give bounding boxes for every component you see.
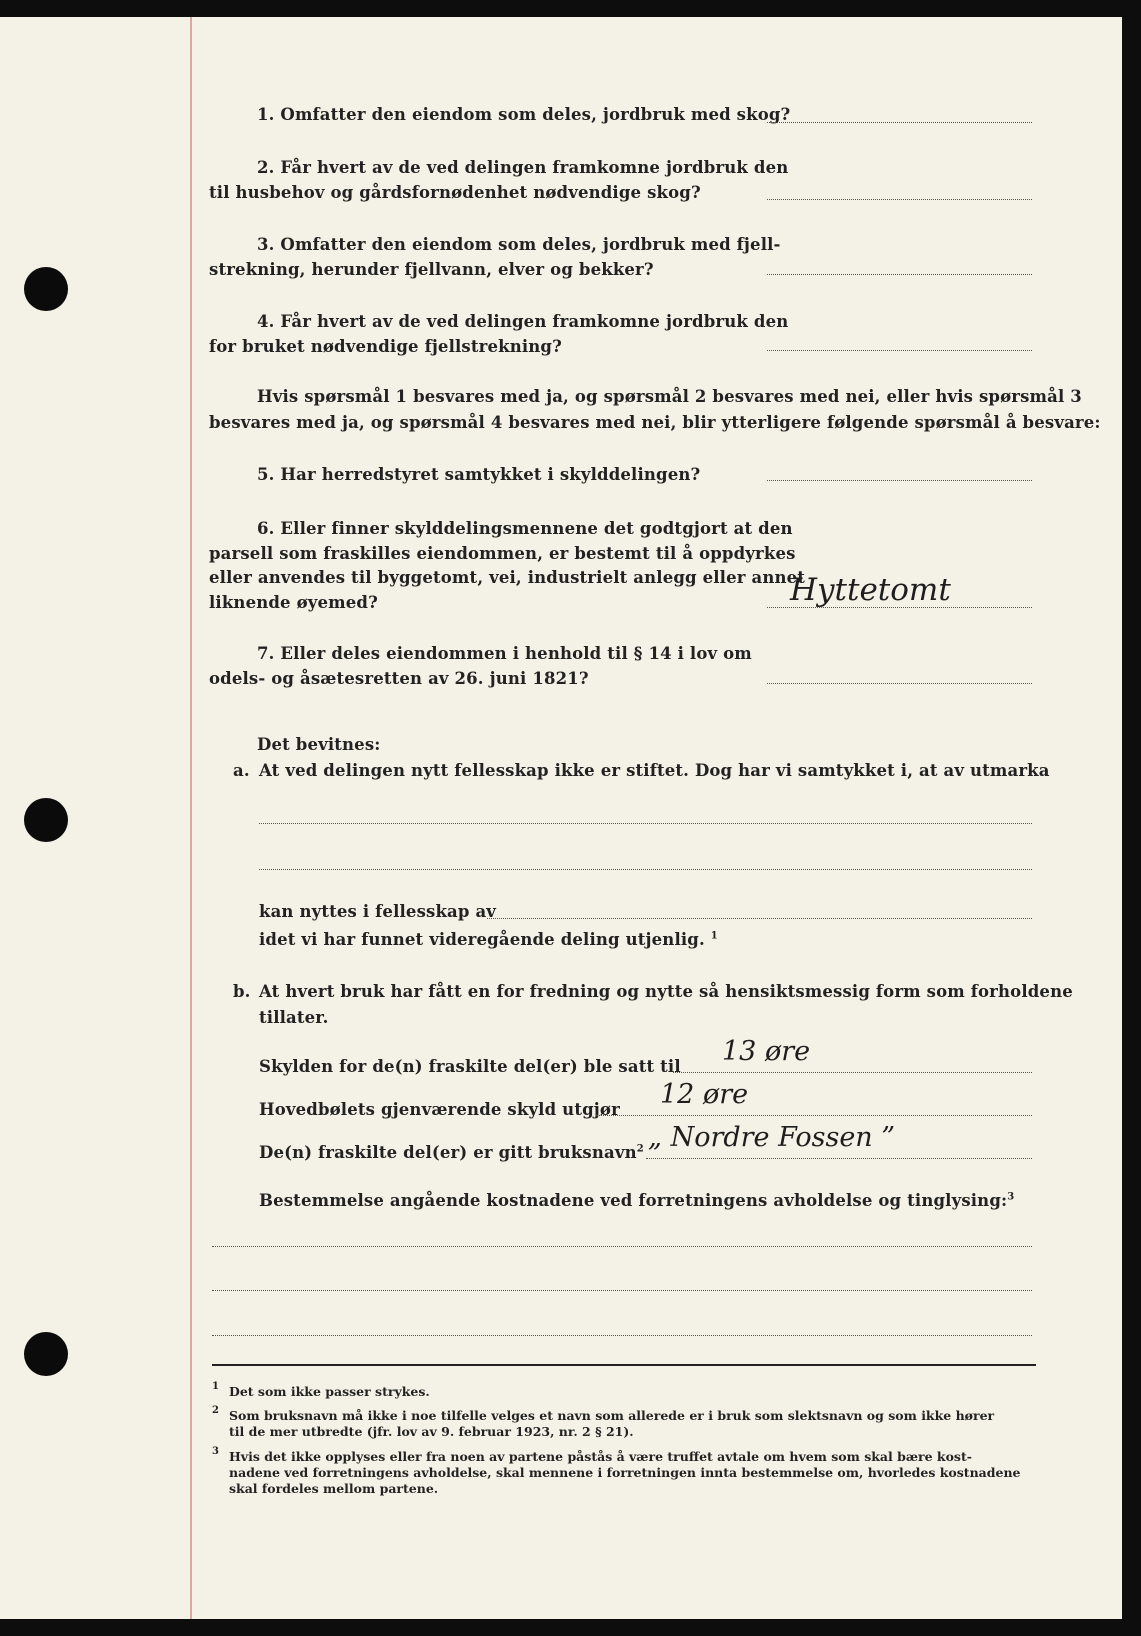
skyld-field[interactable] — [673, 1072, 1032, 1073]
handwritten-answer-6: Hyttetomt — [790, 572, 951, 608]
item-b-line-1: At hvert bruk har fått en for fredning og nytte så hensiktsmessig form som forholdene — [259, 982, 1073, 1001]
answer-field-4[interactable] — [767, 350, 1032, 351]
shared-use-field[interactable] — [487, 918, 1032, 919]
item-b-marker: b. — [233, 982, 251, 1001]
kostnader-field-3[interactable] — [212, 1335, 1032, 1336]
question-2-line-2: til husbehov og gårdsfornødenhet nødvendige skog? — [209, 183, 701, 202]
footnote-2-line-1: Som bruksnavn må ikke i noe tilfelle velges et navn som allerede er i bruk som slektsnavn og som ikke hører — [229, 1408, 995, 1423]
answer-field-5[interactable] — [767, 480, 1032, 481]
question-4-line-1: 4. Får hvert av de ved delingen framkomne jordbruk den — [257, 312, 789, 331]
question-3-line-2: strekning, herunder fjellvann, elver og bekker? — [209, 260, 654, 279]
question-6-line-2: parsell som fraskilles eiendommen, er bestemt til å oppdyrkes — [209, 544, 796, 563]
kostnader-label: Bestemmelse angående kostnadene ved forretningens avholdelse og tinglysing:$^3$ — [259, 1191, 1015, 1210]
condition-line-1: Hvis spørsmål 1 besvares med ja, og spørsmål 2 besvares med nei, eller hvis spørsmål 3 — [257, 387, 1082, 406]
bruksnavn-value: „ Nordre Fossen ” — [648, 1122, 896, 1153]
footnote-rule — [212, 1364, 1036, 1366]
question-2-line-1: 2. Får hvert av de ved delingen framkomne jordbruk den — [257, 158, 789, 177]
punch-hole — [24, 267, 68, 311]
item-a-line-1: At ved delingen nytt fellesskap ikke er stiftet. Dog har vi samtykket i, at av utmarka — [259, 761, 1050, 780]
utmark-field-1[interactable] — [259, 823, 1032, 824]
item-a-marker: a. — [233, 761, 250, 780]
question-7-line-1: 7. Eller deles eiendommen i henhold til § 14 i lov om — [257, 644, 752, 663]
hovedbol-label: Hovedbølets gjenværende skyld utgjør — [259, 1100, 620, 1119]
footnote-1-mark: 1 — [212, 1381, 219, 1392]
footnote-1: Det som ikke passer strykes. — [229, 1384, 430, 1399]
item-a-reason: idet vi har funnet videregående deling utjenlig. $^1$ — [259, 930, 718, 949]
answer-field-1[interactable] — [767, 122, 1032, 123]
footnote-2-line-2: til de mer utbredte (jfr. lov av 9. februar 1923, nr. 2 § 21). — [229, 1424, 634, 1439]
attest-heading: Det bevitnes: — [257, 735, 381, 754]
bruksnavn-field[interactable] — [646, 1158, 1032, 1159]
kostnader-field-1[interactable] — [212, 1246, 1032, 1247]
form-page — [0, 17, 1122, 1619]
shared-use-label: kan nyttes i fellesskap av — [259, 902, 497, 921]
question-6-line-4: liknende øyemed? — [209, 593, 378, 612]
condition-line-2: besvares med ja, og spørsmål 4 besvares med nei, blir ytterligere følgende spørsmål å besvare: — [209, 413, 1101, 432]
bruksnavn-label: De(n) fraskilte del(er) er gitt bruksnavn$^2$ — [259, 1143, 644, 1162]
question-4-line-2: for bruket nødvendige fjellstrekning? — [209, 337, 562, 356]
hovedbol-field[interactable] — [596, 1115, 1032, 1116]
skyld-value: 13 øre — [722, 1036, 811, 1067]
kostnader-field-2[interactable] — [212, 1290, 1032, 1291]
punch-hole — [24, 798, 68, 842]
question-7-line-2: odels- og åsætesretten av 26. juni 1821? — [209, 669, 589, 688]
question-3-line-1: 3. Omfatter den eiendom som deles, jordbruk med fjell- — [257, 235, 781, 254]
answer-field-2[interactable] — [767, 199, 1032, 200]
footnote-3-line-1: Hvis det ikke opplyses eller fra noen av partene påstås å være truffet avtale om hvem som skal bære kost- — [229, 1449, 972, 1464]
question-6-line-3: eller anvendes til byggetomt, vei, industrielt anlegg eller annet — [209, 568, 806, 587]
margin-line — [190, 17, 192, 1619]
question-1: 1. Omfatter den eiendom som deles, jordbruk med skog? — [257, 105, 791, 124]
hovedbol-value: 12 øre — [660, 1079, 749, 1110]
item-b-line-2: tillater. — [259, 1008, 329, 1027]
answer-field-7[interactable] — [767, 683, 1032, 684]
footnote-3-line-3: skal fordeles mellom partene. — [229, 1481, 439, 1496]
footnote-3-line-2: nadene ved forretningens avholdelse, skal mennene i forretningen innta bestemmelse om, hvorledes kostnadene — [229, 1465, 1021, 1480]
punch-hole — [24, 1332, 68, 1376]
question-5: 5. Har herredstyret samtykket i skylddelingen? — [257, 465, 701, 484]
footnote-3-mark: 3 — [212, 1446, 219, 1457]
footnote-2-mark: 2 — [212, 1405, 219, 1416]
answer-field-3[interactable] — [767, 274, 1032, 275]
question-6-line-1: 6. Eller finner skylddelingsmennene det godtgjort at den — [257, 519, 793, 538]
skyld-label: Skylden for de(n) fraskilte del(er) ble satt til — [259, 1057, 681, 1076]
utmark-field-2[interactable] — [259, 869, 1032, 870]
